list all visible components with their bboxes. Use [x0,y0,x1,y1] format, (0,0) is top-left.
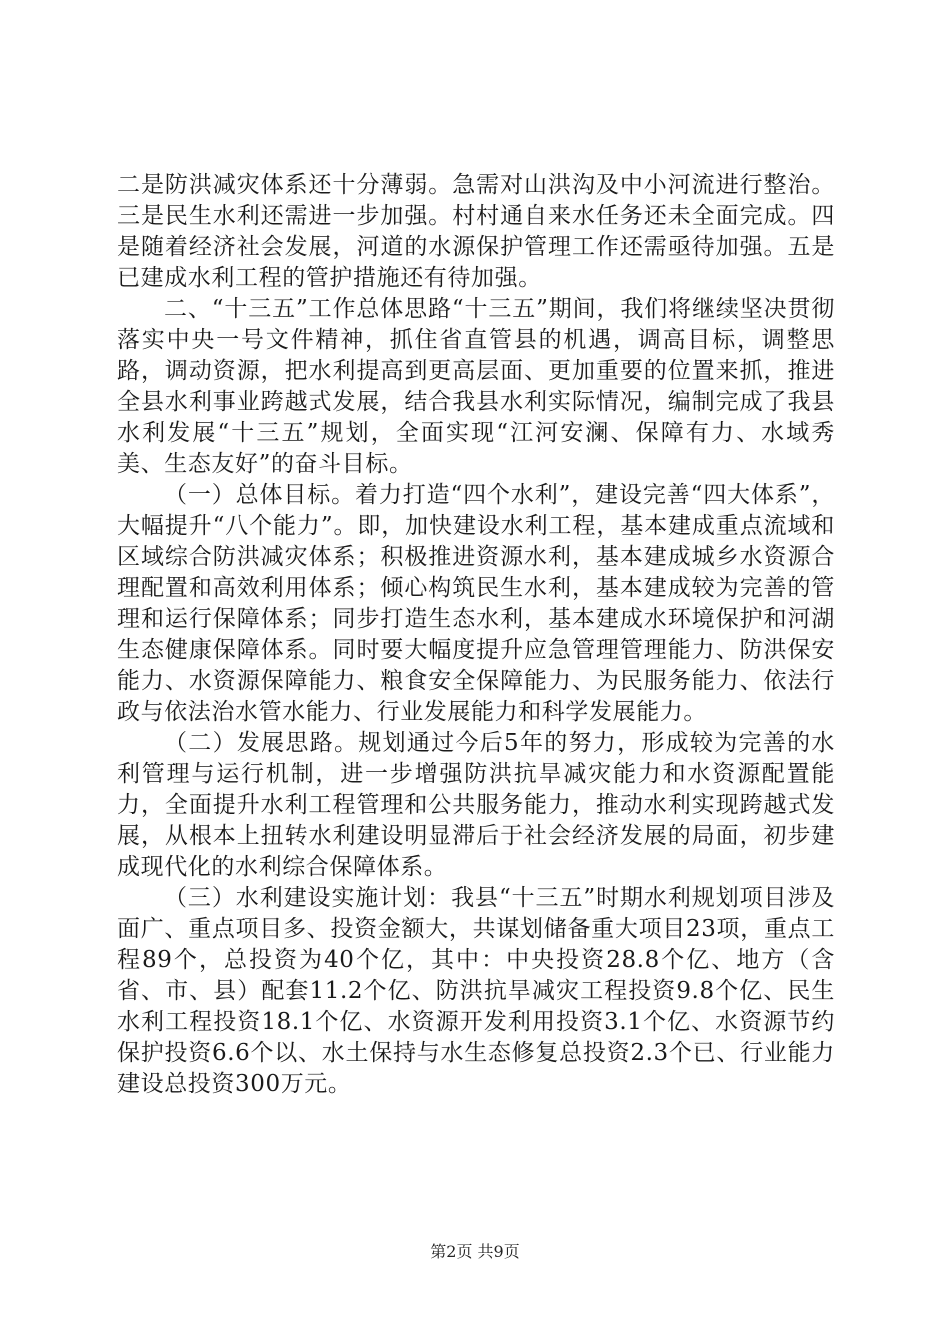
paragraph-problems: 二是防洪减灾体系还十分薄弱。急需对山洪沟及中小河流进行整治。三是民生水利还需进一步加强。村村通自来水任务还未全面完成。四是随着经济社会发展，河道的水源保护管理工作还需亟待加强。五是已建成水利工程的管护措施还有待加强。 [117,172,835,291]
page-footer [0,1242,950,1262]
document-body [117,170,835,1100]
paragraph-development-approach: （二）发展思路。规划通过今后5年的努力，形成较为完善的水利管理与运行机制，进一步增强防洪抗旱减灾能力和水资源配置能力，全面提升水利工程管理和公共服务能力，推动水利实现跨越式发展，从根本上扭转水利建设明显滞后于社会经济发展的局面，初步建成现代化的水利综合保障体系。 [117,730,835,880]
page-number: 第2页 共9页 [430,1242,520,1261]
paragraph-overall-approach: 二、“十三五”工作总体思路“十三五”期间，我们将继续坚决贯彻落实中央一号文件精神，抓住省直管县的机遇，调高目标，调整思路，调动资源，把水利提高到更高层面、更加重要的位置来抓，推进全县水利事业跨越式发展，结合我县水利实际情况，编制完成了我县水利发展“十三五”规划，全面实现“江河安澜、保障有力、水域秀美、生态友好”的奋斗目标。 [117,296,835,477]
paragraph-implementation-plan: （三）水利建设实施计划：我县“十三五”时期水利规划项目涉及面广、重点项目多、投资金额大，共谋划储备重大项目23项，重点工程89个，总投资为40个亿，其中：中央投资28.8个亿、地方（含省、市、县）配套11.2个亿、防洪抗旱减灾工程投资9.8个亿、民生水利工程投资18.1个亿、水资源开发利用投资3.1个亿、水资源节约保护投资6.6个以、水土保持与水生态修复总投资2.3个已、行业能力建设总投资300万元。 [117,885,835,1097]
paragraph-overall-goal: （一）总体目标。着力打造“四个水利”，建设完善“四大体系”，大幅提升“八个能力”。即，加快建设水利工程，基本建成重点流域和区域综合防洪减灾体系；积极推进资源水利，基本建成城乡水资源合理配置和高效利用体系；倾心构筑民生水利，基本建成较为完善的管理和运行保障体系；同步打造生态水利，基本建成水环境保护和河湖生态健康保障体系。同时要大幅度提升应急管理管理能力、防洪保安能力、水资源保障能力、粮食安全保障能力、为民服务能力、依法行政与依法治水管水能力、行业发展能力和科学发展能力。 [117,482,835,725]
